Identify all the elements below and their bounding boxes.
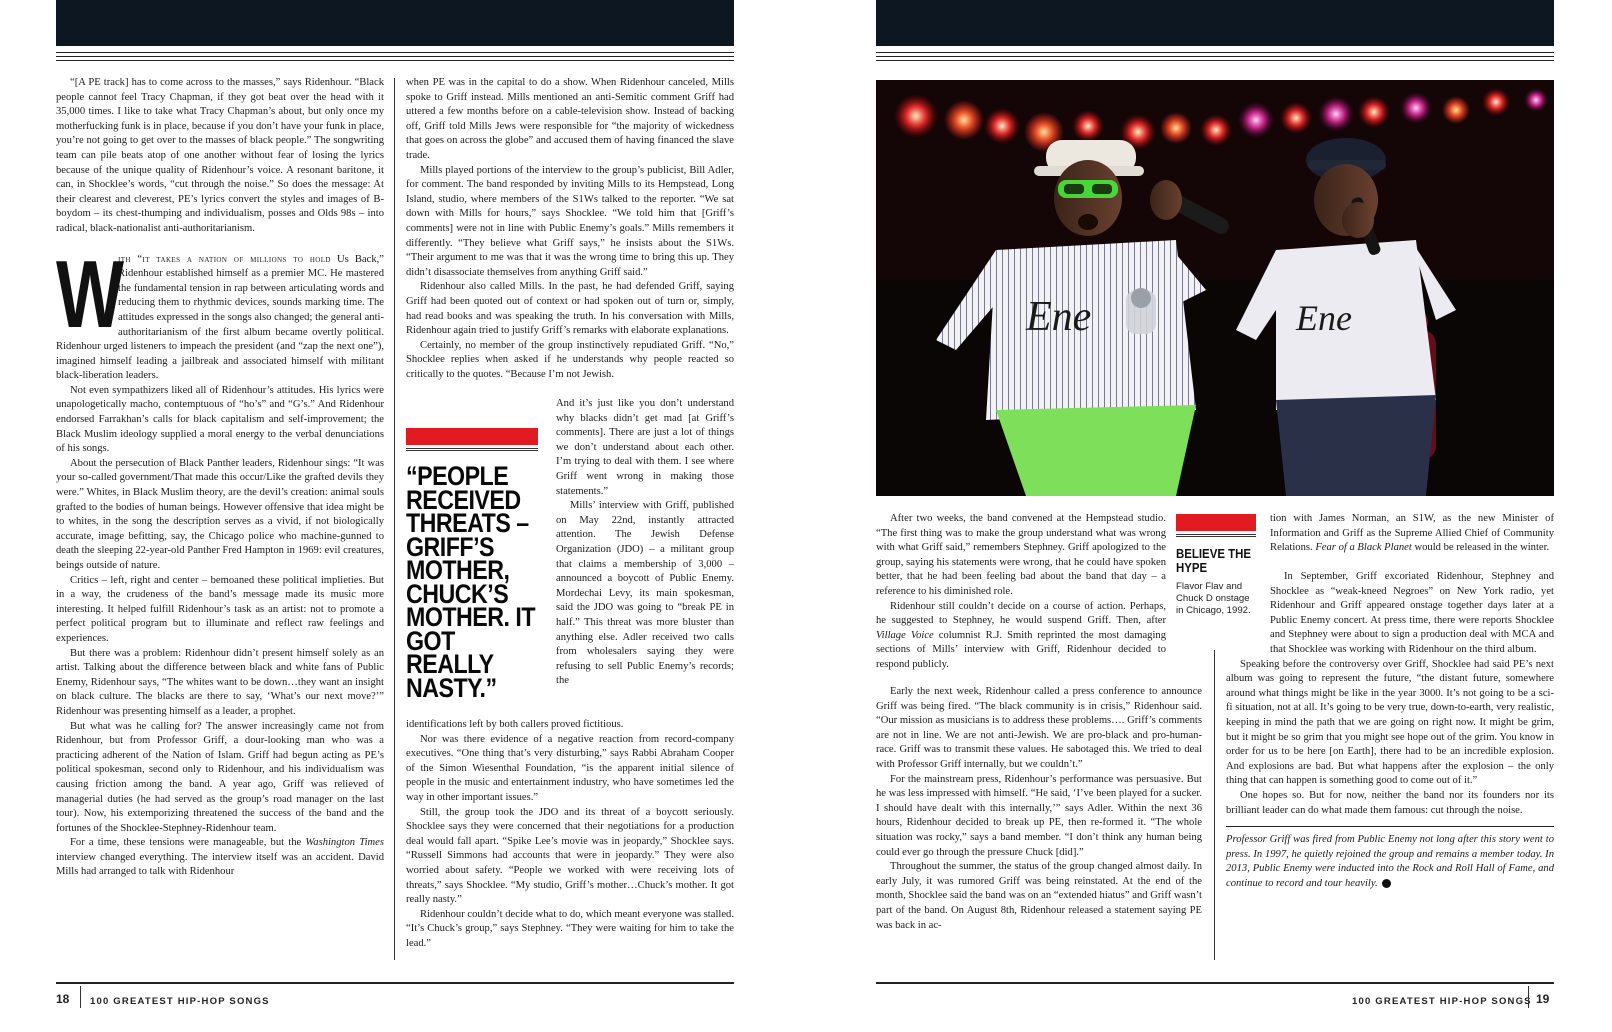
- page-number: 18: [56, 992, 70, 1006]
- right-footer-rule: [876, 982, 1554, 984]
- jersey-lettering: Ene: [1026, 294, 1092, 340]
- body-paragraph: Mills’ interview with Griff, published on May 22nd, instantly attracted attention. The Jewish Defense Organization (JDO) – a militant group that claims a membership of 3,000 – announced a boycott of Public Enemy. Mordechai Levy, its main spokesman, said the JDO was going to “break PE in half.” This threat was more bluster than anything else. Adler received two calls from wholesalers saying they were refusing to sell Public Enemy’s records; the: [556, 500, 734, 687]
- editors-note: Professor Griff was fired from Public Enemy not long after this story went to press. In 1997, he quietly rejoined the group and remains a member today. In 2013, Public Enemy were inducted into the Rock and Roll Hall of Fame, and continue to record and tour heavily.: [1226, 834, 1554, 889]
- right-header-rule: [876, 52, 1554, 53]
- column-divider: [1214, 650, 1215, 960]
- end-mark-icon: [1382, 879, 1391, 888]
- body-paragraph: when PE was in the capital to do a show. When Ridenhour canceled, Mills spoke to Griff instead. Mills mentioned an anti-Semitic comment Griff had uttered a few months before on a cable-television show. Instead of backing off, Griff told Mills Jews were responsible for “the majority of wickedness that goes on across the globe” and accused them of having financed the slave trade.: [406, 77, 734, 161]
- body-paragraph: Ridenhour still couldn’t decide on a course of action. Perhaps, he suggested to Stephney, he would suspend Griff. Then, after Village Voice columnist R.J. Smith reprinted the most damaging sections of Mills’ interview with Griff, Ridenhour decided to respond publicly.: [876, 600, 1166, 670]
- footer-divider: [1528, 986, 1529, 1008]
- body-paragraph: And it’s just like you don’t understand why blacks didn’t get mad [at Griff’s comments]. There are just a lot of things we don’t understand about each other. I’m trying to deal with them. I see where Griff went wrong in making those statements.”: [556, 398, 734, 497]
- body-paragraph: About the persecution of Black Panther leaders, Ridenhour sings: “It was your so-called government/That made this occur/Like the grafted devils they were.” Whites, in Black Muslim theory, are the devil’s creation: animal souls grafted to the bodies of human beings. However offensive that idea might be to whites, in the song the description serves as a vivid, if not biologically accurate, image befitting, say, the Chicago police who machine-gunned to death the sleeping 22-year-old Panther Fred Hampton in 1969: evil creatures, beings outside of nature.: [56, 457, 384, 571]
- left-column-2: [406, 76, 734, 382]
- concert-photo: [876, 80, 1554, 496]
- body-paragraph: Throughout the summer, the status of the group changed almost daily. In early July, it was rumored Griff was being reinstated. At the end of the month, Shocklee said the band was on an “extended hiatus” and Griff wasn’t part of the band. On August 8th, Ridenhour released a statement saying PE was back in ac-: [876, 861, 1202, 931]
- left-footer-rule: [56, 982, 734, 984]
- body-paragraph: identifications left by both callers proved fictitious.: [406, 719, 624, 730]
- right-column-1: [876, 512, 1166, 673]
- left-column-1: [56, 76, 384, 880]
- publication-name: Washington Times: [305, 837, 384, 849]
- body-paragraph: Speaking before the controversy over Griff, Shocklee had said PE’s next album was going to represent the future, “the distant future, somewhere around what things might be like in the year 3000. It’s not going to be a sci-fi situation, not at all. It’s going to be very true, down-to-earth, very realistic, keeping in mind the path that we are going on right now. It might be grim, but it might be so grim that you might see hope out of the grim. You know in order for us to be here [on Earth], there had to be an incredible explosion. And explosions are bad. But what happens after the explosion – the only thing that can happen is something good to come out of it.”: [1226, 658, 1554, 787]
- caption-accent-bar: [1176, 514, 1256, 531]
- right-column-2: [1270, 512, 1554, 556]
- body-paragraph: Early the next week, Ridenhour called a press conference to announce Griff was being fired. “The black community is in crisis,” Ridenhour said. “Our mission as musicians is to address these problems…. Griff’s comments are not in line. We are not anti-Jewish. We are pro-black and pro-human-race. Griff was to transmit these values. He sabotaged this. We tried to deal with Professor Griff internally, but we couldn’t.”: [876, 686, 1202, 770]
- pull-quote-rules: [406, 448, 538, 451]
- footer-divider: [80, 986, 81, 1008]
- body-paragraph: Ridenhour also called Mills. In the past, he had defended Griff, saying Griff had been quoted out of context or had spoken out of turn or, simply, had read books and was speaking the truth. In his conversation with Mills, Ridenhour again tried to justify Griff’s remarks with elaborate explanations.: [406, 281, 734, 337]
- body-paragraph: For a time, these tensions were manageable, but the Washington Times interview changed everything. The interview itself was an accident. David Mills had arranged to talk with Ridenhour: [56, 837, 384, 878]
- body-paragraph: Nor was there evidence of a negative reaction from record-company executives. “One thing that’s very disturbing,” says Rabbi Abraham Cooper of the Simon Wiesenthal Foundation, “is the apparent initial silence of people in the music and entertainment industry, who have sometimes led the way in other important issues.”: [406, 733, 734, 803]
- drop-cap: W: [56, 240, 121, 348]
- body-paragraph: “[A PE track] has to come across to the masses,” says Ridenhour. “Black people cannot feel Tracy Chapman, if they got beat over the head with it 35,000 times. I like to take what Tracy Chapman’s about, but only once my motherfucking funk is in place, because if you don’t have your funk in place, you’re not going to get over to the masses of black people.” The songwriting team can pile beats atop of one another without fear of losing the lyrics because of the unique quality of Ridenhour’s voice. A resonant baritone, it can, in Shocklee’s words, “cut through the noise.” So does the message: At their clearest and cleverest, PE’s lyrics convert the styles and images of B-boydom – its chest-thumping and individualism, posses and Olds 98s – into radical, black-nationalist anti-authoritarianism.: [56, 77, 384, 234]
- left-header-bar: [56, 0, 734, 46]
- body-text: Us Back,” Ridenhour established himself as a premier MC. He mastered the fundamental tension in rap between articulating words and reducing them to rhythmic devices, sounds marking time. The attitudes expressed in the songs also changed; the general anti-authoritarianism of the first album became overtly political. Ridenhour urged listeners to impeach the president (and “zap the next one”), imagined himself leading a jailbreak and associated himself with militant black-liberation leaders.: [56, 253, 384, 382]
- body-paragraph: Not even sympathizers liked all of Ridenhour’s attitudes. His lyrics were unapologetically macho, contemptuous of “ho’s” and “G’s.” And Ridenhour endorsed Farrakhan’s calls for black capitalism and self-improvement; the Black Muslim ideology supplied a moral energy to the verbal denunciations of his songs.: [56, 384, 384, 455]
- right-column-2-lower: [1226, 570, 1554, 891]
- body-paragraph: Certainly, no member of the group instinctively repudiated Griff. “No,” Shocklee replies when asked if he understands why people reacted so critically to the quotes. “Because I’m not Jewish.: [406, 339, 734, 380]
- jersey-lettering: Ene: [1296, 298, 1352, 338]
- footer-title: 100 GREATEST HIP-HOP SONGS: [90, 996, 270, 1007]
- body-paragraph: After two weeks, the band convened at the Hempstead studio. “The first thing was to make the group understand what was wrong with what Griff said,” remembers Stephney. Griff apologized to the group, saying his statements were wrong, that he could have spoken better, that he had been feeling bad about the band that day – a reference to his diminished role.: [876, 513, 1166, 597]
- right-header-bar: [876, 0, 1554, 46]
- page-number: 19: [1536, 992, 1550, 1006]
- caption-body: Flavor Flav and Chuck D onstage in Chicago, 1992.: [1176, 581, 1251, 617]
- caption-headline: BELIEVE THE HYPE: [1176, 546, 1252, 575]
- note-rule: [1226, 826, 1554, 827]
- body-paragraph: Still, the group took the JDO and its threat of a boycott seriously. Shocklee says they were concerned that their negotiations for a production deal would fall apart. “Spike Lee’s movie was in jeopardy,” Shocklee says. “Russell Simmons had accounts that were in jeopardy.” They were also worried about safety. “People we worked with were receiving lots of threats,” says Shocklee. “My studio, Griff’s mother…Chuck’s mother. It got really nasty.”: [406, 806, 734, 906]
- body-paragraph: But there was a problem: Ridenhour didn’t present himself solely as an artist. Talking about the difference between black and white fans of Public Enemy, Ridenhour says, “The whites want to be down…they want an insight on black culture. The blacks are there to say, ‘What’s our next move?’” Ridenhour was presenting himself as a leader, a prophet.: [56, 647, 384, 717]
- body-paragraph: In September, Griff excoriated Ridenhour, Stephney and Shocklee as “weak-kneed Negroes” on New York radio, yet Ridenhour and Griff appeared onstage together days later at a Public Enemy concert. At press time, there were reports Shocklee and Stephney were about to sign a production deal with MCA and that Shocklee was working with Ridenhour on the third album.: [1270, 571, 1554, 655]
- left-column-2-wrap: [556, 397, 734, 689]
- publication-name: Village Voice: [876, 629, 934, 641]
- right-header-rule: [876, 60, 1554, 61]
- right-header-rule: [876, 56, 1554, 57]
- pull-quote-text: “PEOPLE RECEIVED THREATS – GRIFF’S MOTHER, CHUCK’S MOTHER. IT GOT REALLY NASTY.”: [406, 461, 535, 703]
- pull-quote-accent-bar: [406, 428, 538, 445]
- body-paragraph: For the mainstream press, Ridenhour’s performance was persuasive. But he was less impressed with himself. “He said, ‘I’ve been played for a sucker. I should have dealt with this internally,’” says Adler. Within the next 36 hours, Ridenhour decided to break up PE, then re-formed it. “The whole situation was rocky,” says a band member. “I don’t think any human being could ever go through the pressure Chuck [did].”: [876, 773, 1202, 858]
- body-paragraph: One hopes so. But for now, neither the band nor its founders nor its brilliant leader can do what made them famous: cut through the noise.: [1226, 789, 1554, 816]
- album-title: Fear of a Black Planet: [1315, 542, 1412, 554]
- body-paragraph: tion with James Norman, an S1W, as the new Minister of Information and Griff as the Supreme Allied Chief of Community Relations. Fear of a Black Planet would be released in the winter.: [1270, 513, 1554, 554]
- body-paragraph: But what was he calling for? The answer increasingly came not from Ridenhour, but from Professor Griff, a dour-looking man who was a practicing adherent of the Nation of Islam. Griff had begun acting as PE’s political spokesman, second only to Ridenhour, and his individualism was causing friction among the band. A year ago, Griff was relieved of managerial duties (he had served as the group’s road manager on the last tour). Now, his extemporizing threatened the success of the band and the fortunes of the Shocklee-Stephney-Ridenhour team.: [56, 720, 384, 834]
- caption-rules: [1176, 534, 1256, 537]
- concert-photo-illustration: [876, 80, 1554, 496]
- left-header-rule: [56, 52, 734, 53]
- body-paragraph: Ridenhour couldn’t decide what to do, which meant everyone was stalled. “It’s Chuck’s group,” says Stephney. “They were waiting for him to take the lead.”: [406, 908, 734, 949]
- left-header-rule: [56, 56, 734, 57]
- right-column-1-lower: [876, 685, 1202, 933]
- footer-title: 100 GREATEST HIP-HOP SONGS: [1352, 996, 1532, 1007]
- pull-quote: [406, 428, 538, 703]
- body-paragraph: Critics – left, right and center – bemoaned these political implieties. But in a way, the crudeness of the band’s message made its music more interesting. It helped fulfill Ridenhour’s task as an artist: not to promote a perfect political program but to illuminate and reflect raw feelings and experiences.: [56, 574, 384, 644]
- column-divider: [394, 78, 395, 960]
- dropcap-paragraph: [56, 240, 384, 384]
- left-column-2-lower: [406, 718, 734, 952]
- left-header-rule: [56, 60, 734, 61]
- lead-in: ith “it takes a nation of millions to hold: [118, 253, 331, 265]
- body-paragraph: Mills played portions of the interview to the group’s publicist, Bill Adler, for comment. The band responded by inviting Mills to its Hempstead, Long Island, studio, where members of the S1Ws talked to the reporter. “We sat down with Mills for hours,” says Shocklee. “We told him that [Griff’s comments] were not in line with Public Enemy’s goals.” Mills remembers it differently. “They believe what Griff says,” he insists about the S1Ws. “Their argument to me was that it was the wrong time to bring this up. They didn’t disassociate themselves from anything Griff said.”: [406, 164, 734, 278]
